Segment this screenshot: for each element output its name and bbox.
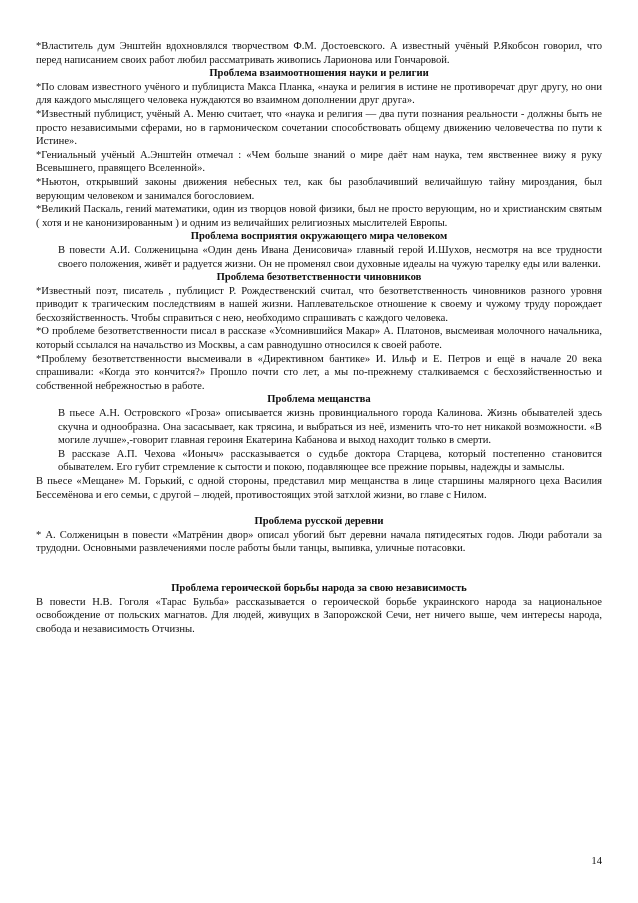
paragraph-gorky: В пьесе «Мещане» М. Горький, с одной стороны, представил мир мещанства в лице старшины малярного цеха Василия Бессемёнова и его семьи, с другой – людей, противостоящих этой затхлой жизни, во главе с Нилом. (36, 476, 602, 501)
paragraph-matrena: * А. Солженицын в повести «Матрёнин двор» описал убогий быт деревни начала пятидесятых годов. Люди работали за трудодни. Основными развлечениями после работы были танцы, выпивка, уличные потасовки. (36, 529, 602, 555)
heading-independence: Проблема героической борьбы народа за свою независимость (171, 582, 467, 594)
paragraph-chekhov: В рассказе А.П. Чехова «Ионыч» рассказывается о судьбе доктора Старцева, который постепенно становится обывателем. Его губит стремление к сытости и покою, подавляющее все прежние порывы, надежды и замыслы. (58, 448, 602, 474)
heading-science-religion: Проблема взаимоотношения науки и религии (209, 68, 429, 80)
paragraph-gogol: В повести Н.В. Гоголя «Тарас Бульба» рассказывается о героической борьбе украинского народа за национальное освобождение от польских магнатов. Для людей, живущих в Запорожской Сечи, нет ничего выше, чем интересы народа, свобода и независимость Отчизны. (36, 596, 602, 635)
page-number: 14 (591, 856, 602, 867)
page-body (36, 40, 602, 636)
paragraph-ilf-petrov: *Проблему безответственности высмеивали в «Директивном бантике» И. Ильф и Е. Петров и ещё в начале 20 века спрашивали: «Когда это кончится?» Прошло почти сто лет, а мы по-прежнему сталкиваемся с бесхозяйственностью и собственной небрежностью в работе. (36, 353, 602, 392)
paragraph-pascal: *Великий Паскаль, гений математики, один из творцов новой физики, был не просто верующим, но и христианским святым ( хотя и не канонизированным ) и одним из величайших религиозных мыслителей Европы. (36, 204, 602, 229)
paragraph-einstein: *Гениальный учёный А.Энштейн отмечал : «Чем больше знаний о мире даёт нам наука, тем явственнее вижу я руку Всевышнего, правящего Вселенной». (36, 149, 602, 175)
heading-village: Проблема русской деревни (254, 516, 384, 528)
heading-philistinism: Проблема мещанства (267, 394, 371, 406)
spacer (36, 556, 602, 582)
paragraph-men: *Известный публицист, учёный А. Меню считает, что «наука и религия — два пути познания реальности - должны быть не просто независимыми сферами, но в гармоническом сочетании способствовать общему движению человечества по пути к Истине». (36, 108, 602, 148)
paragraph-platonov: *О проблеме безответственности писал в рассказе «Усомнившийся Макар» А. Платонов, высмеивая молочного начальника, который ссылался на начальство из Москвы, а сам равнодушно относился к своей работе. (36, 326, 602, 352)
paragraph-planck: *По словам известного учёного и публициста Макса Планка, «наука и религия в истине не противоречат друг другу, но они для каждого мыслящего человека нуждаются во взаимном дополнении друг друга». (36, 81, 602, 107)
paragraph-solzhenitsyn-shukhov: В повести А.И. Солженицына «Один день Ивана Денисовича» главный герой И.Шухов, несмотря на все трудности своего положения, живёт и радуется жизни. Он не променял свои духовные идеалы на чужую тарелку еды или валенки. (58, 244, 602, 270)
heading-officials: Проблема безответственности чиновников (216, 272, 422, 284)
paragraph-ostrovsky: В пьесе А.Н. Островского «Гроза» описывается жизнь провинциального города Калинова. Жизнь обывателей здесь скучна и однообразна. Она засасывает, как трясина, и выбраться из неё, изменить что-то нет никакой возможности. «В могиле лучше»,-говорит главная героиня Екатерина Кабанова и выход находит только в смерти. (58, 408, 602, 447)
intro-paragraph: *Властитель дум Энштейн вдохновлялся творчеством Ф.М. Достоевского. А известный учёный Р.Якобсон говорил, что перед написанием своих работ любил рассматривать живопись Ларионова или Гончаровой. (36, 41, 602, 66)
paragraph-rozhdestvensky: *Известный поэт, писатель , публицист Р. Рождественский считал, что безответственность чиновников разного уровня приводит к трагическим последствиям в нашей жизни. Наплевательское отношение к своему и чужому труду порождает бесхозяйственность. Чтобы справиться с нею, необходимо спрашивать с каждого человека. (36, 285, 602, 324)
spacer (36, 502, 602, 515)
heading-perception: Проблема восприятия окружающего мира человеком (190, 231, 448, 243)
paragraph-newton: *Ньютон, открывший законы движения небесных тел, как бы разоблачивший величайшую тайну мироздания, был верующим человеком и занимался богословием. (36, 176, 602, 202)
